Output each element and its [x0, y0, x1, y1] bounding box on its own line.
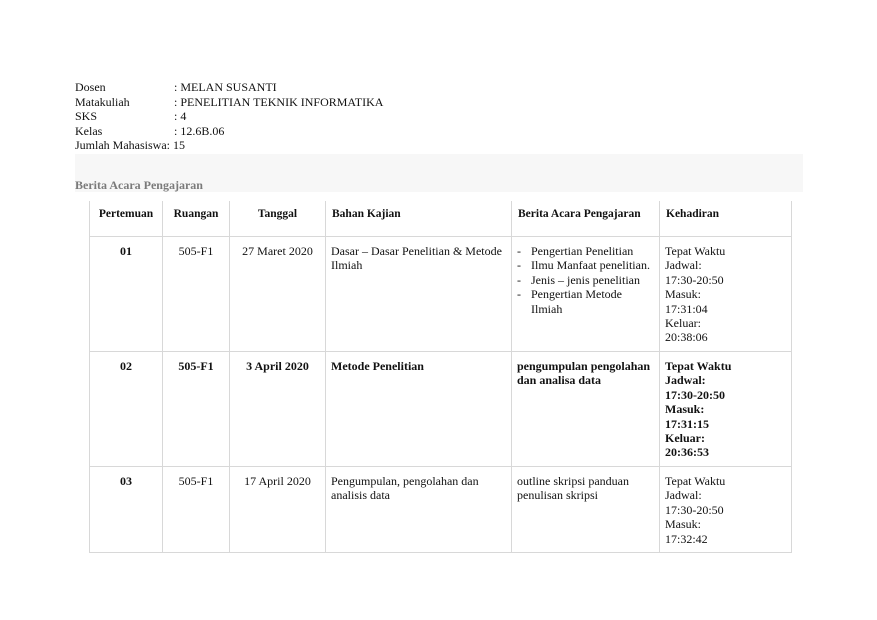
attendance-value: 17:32:42	[665, 531, 708, 546]
column-header-pertemuan: Pertemuan	[90, 201, 163, 237]
attendance-label: Masuk:	[665, 402, 705, 417]
column-header-kehadiran: Kehadiran	[660, 201, 792, 237]
attendance-label: Jadwal:	[665, 488, 702, 503]
attendance-status: Tepat Waktu	[665, 244, 726, 258]
info-label: Kelas	[75, 123, 103, 138]
cell-bahan-kajian: Pengumpulan, pengolahan dan analisis data	[326, 467, 512, 553]
cell-berita-acara	[512, 237, 660, 352]
cell-kehadiran	[660, 467, 792, 553]
column-header-ruangan: Ruangan	[163, 201, 230, 237]
cell-ruangan: 505-F1	[163, 237, 230, 352]
cell-ruangan: 505-F1	[163, 467, 230, 553]
cell-ruangan: 505-F1	[163, 352, 230, 467]
section-title: Berita Acara Pengajaran	[75, 178, 203, 192]
cell-tanggal: 17 April 2020	[230, 467, 326, 553]
attendance-value: 17:31:04	[665, 301, 708, 316]
cell-bahan-kajian: Metode Penelitian	[326, 352, 512, 467]
attendance-label: Masuk:	[665, 287, 701, 302]
table-row	[90, 237, 792, 352]
info-value: : 4	[174, 109, 187, 123]
attendance-label: Keluar:	[665, 431, 705, 446]
info-value: : MELAN SUSANTI	[174, 80, 277, 94]
info-row-kelas	[75, 124, 383, 139]
table-row	[90, 352, 792, 467]
info-label: Jumlah Mahasiswa	[75, 138, 167, 152]
info-row-matakuliah	[75, 95, 383, 110]
cell-pertemuan: 01	[90, 237, 163, 352]
info-value: : 15	[166, 138, 185, 152]
list-item: - Ilmu Manfaat penelitian.	[517, 258, 654, 272]
course-info	[75, 80, 383, 153]
list-item: - Pengertian Penelitian	[517, 244, 654, 258]
info-row-sks	[75, 109, 383, 124]
teaching-log-table	[89, 201, 792, 553]
column-header-bahan-kajian: Bahan Kajian	[326, 201, 512, 237]
cell-kehadiran	[660, 237, 792, 352]
column-header-berita-acara: Berita Acara Pengajaran	[512, 201, 660, 237]
attendance-value: 17:30-20:50	[665, 387, 725, 402]
attendance-value: 20:38:06	[665, 330, 708, 345]
column-header-tanggal: Tanggal	[230, 201, 326, 237]
list-item: - Pengertian Metode Ilmiah	[517, 287, 654, 316]
info-row-dosen	[75, 80, 383, 95]
cell-berita-acara: outline skripsi panduan penulisan skripsi	[512, 467, 660, 553]
attendance-label: Masuk:	[665, 517, 701, 532]
attendance-value: 17:30-20:50	[665, 272, 724, 287]
info-label: Matakuliah	[75, 94, 130, 109]
table-header-row	[90, 201, 792, 237]
attendance-value: 17:31:15	[665, 416, 709, 431]
info-value: : 12.6B.06	[174, 123, 225, 138]
cell-bahan-kajian: Dasar – Dasar Penelitian & Metode Ilmiah	[326, 237, 512, 352]
attendance-status: Tepat Waktu	[665, 474, 726, 488]
info-row-jumlah-mahasiswa	[75, 138, 383, 153]
table-row	[90, 467, 792, 553]
attendance-label: Jadwal:	[665, 258, 702, 273]
attendance-value: 17:30-20:50	[665, 502, 724, 517]
info-label: Dosen	[75, 80, 106, 94]
info-value: : PENELITIAN TEKNIK INFORMATIKA	[174, 94, 384, 109]
cell-tanggal: 3 April 2020	[230, 352, 326, 467]
attendance-label: Keluar:	[665, 316, 701, 331]
attendance-label: Jadwal:	[665, 373, 706, 388]
cell-tanggal: 27 Maret 2020	[230, 237, 326, 352]
cell-berita-acara: pengumpulan pengolahan dan analisa data	[512, 352, 660, 467]
attendance-value: 20:36:53	[665, 445, 709, 460]
cell-pertemuan: 03	[90, 467, 163, 553]
topic-list	[517, 244, 654, 316]
cell-pertemuan: 02	[90, 352, 163, 467]
info-label: SKS	[75, 109, 98, 123]
cell-kehadiran	[660, 352, 792, 467]
list-item: - Jenis – jenis penelitian	[517, 273, 654, 287]
attendance-status: Tepat Waktu	[665, 359, 732, 373]
